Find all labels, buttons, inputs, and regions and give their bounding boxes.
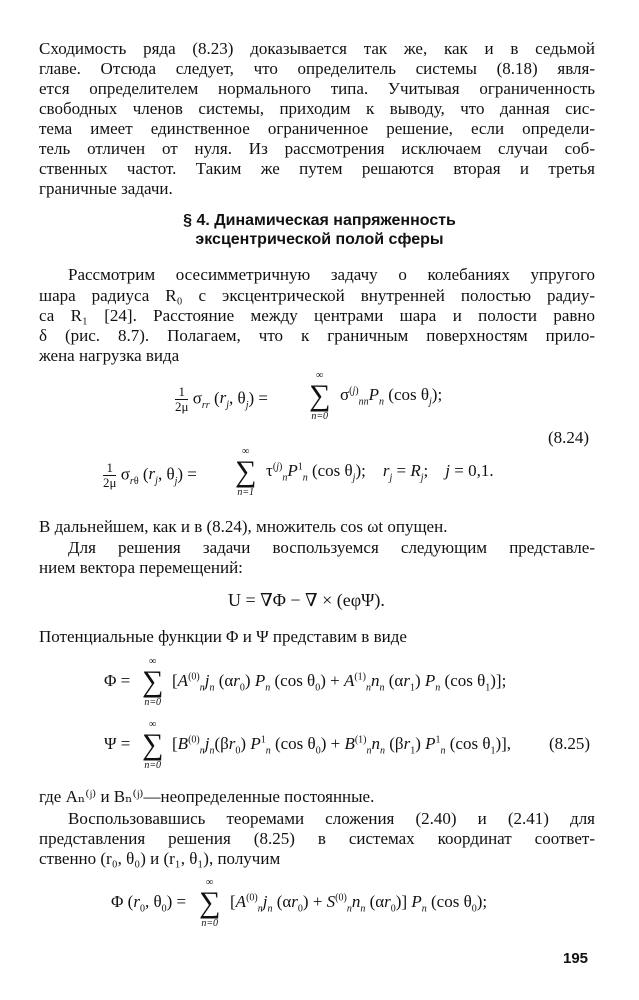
equation-psi: Ψ = [104, 734, 131, 753]
text-line: δ (рис. 8.7). Полагаем, что к граничным поверхностям прило- [39, 326, 595, 345]
equation-number: (8.24) [548, 428, 590, 447]
equation-phi-expansion-rhs: [$A^{(0)}_nj_n$ $(\alpha r_0) + S^{(0)}_nn_n$ $(\alpha r_0)$] $P_n$ (cos $\theta_0$); [230, 892, 488, 915]
text-line: Воспользовавшись теоремами сложения (2.40) и (2.41) для [68, 809, 595, 828]
equation-8-24-line2-rhs: $\tau^{(j)}_nP^1_n$ (cos $\theta_j$); $r_j = R_j$; j = 0,1. [266, 461, 494, 484]
equation-8-24-line2: $\frac{1}{2\mu}$ $\sigma_{r\theta}$ ($r_j$, $\theta_j$) = [103, 460, 197, 490]
equation-8-24-line1: $\frac{1}{2\mu}$ $\sigma_{rr}$ ($r_j$, $\theta_j$) = [175, 384, 268, 414]
text-line: Рассмотрим осесимметричную задачу о колебаниях упругого [68, 265, 595, 284]
text-line: ственно (r₀, θ₀) и (r₁, θ₁), получим [39, 849, 281, 868]
vector-equation: U = ∇Φ − ∇ × (eφΨ). [228, 590, 385, 610]
equation-psi-rhs: [$B^{(0)}_nj_n(\beta r_0)$ $P^1_n$ (cos $\theta_0) + B^{(1)}_nn_n$ $(\beta r_1)$ $P^1_n$ (cos $\theta_1$)], [172, 734, 512, 757]
page-number: 195 [563, 950, 589, 967]
section-heading-line2: эксцентрической полой сферы [195, 231, 444, 248]
sum-symbol: ∞ ∑ n=0 [142, 719, 164, 771]
section-heading-line1: § 4. Динамическая напряженность [183, 212, 456, 229]
equation-phi: Φ = [104, 671, 131, 690]
text-line: граничные задачи. [39, 179, 173, 198]
text-line: ется определителем нормального типа. Учитывая ограниченность [39, 79, 595, 98]
text-line: В дальнейшем, как и в (8.24), множитель cos ωt опущен. [39, 517, 448, 536]
text-line: где Aₙ⁽ʲ⁾ и Bₙ⁽ʲ⁾—неопределенные постоянные. [39, 787, 375, 806]
text-line: Потенциальные функции Φ и Ψ представим в виде [39, 627, 407, 646]
equation-phi-expansion: Φ ($r_0$, $\theta_0$) = [111, 892, 187, 915]
text-line: тема имеет единственное ограниченное решение, если определи- [39, 119, 595, 138]
text-line: главе. Отсюда следует, что определитель системы (8.18) явля- [39, 59, 595, 78]
sum-symbol: ∞ ∑ n=1 [235, 446, 257, 498]
sum-symbol: ∞ ∑ n=0 [309, 370, 331, 422]
equation-number: (8.25) [549, 734, 591, 753]
sum-symbol: ∞ ∑ n=0 [142, 656, 164, 708]
text-line: тель отличен от нуля. Из рассмотрения исключаем случаи соб- [39, 139, 595, 158]
text-line: Сходимость ряда (8.23) доказывается так же, как и в седьмой [39, 39, 595, 58]
text-line: са R₁ [24]. Расстояние между центрами шара и полости равно [39, 306, 595, 325]
equation-phi-rhs: [$A^{(0)}_nj_n$ $(\alpha r_0)$ $P_n$ (cos $\theta_0) + A^{(1)}_nn_n$ $(\alpha r_1)$ $P_n$ (cos $\theta_1$)]; [172, 671, 507, 694]
text-line: шара радиуса R₀ с эксцентрической внутренней полостью радиу- [39, 286, 595, 305]
text-line: представления решения (8.25) в системах координат соответ- [39, 829, 595, 848]
equation-8-24-line1-rhs: $\sigma^{(j)}_{nn}P_n$ (cos $\theta_j$); [340, 385, 443, 408]
text-line: свободных членов системы, приходим к выводу, что данная сис- [39, 99, 595, 118]
sum-symbol: ∞ ∑ n=0 [199, 877, 221, 929]
text-line: нием вектора перемещений: [39, 558, 243, 577]
text-line: Для решения задачи воспользуемся следующим представле- [68, 538, 595, 557]
text-line: ственных частот. Таким же путем решаются вторая и третья [39, 159, 595, 178]
text-line: жена нагрузка вида [39, 346, 180, 365]
